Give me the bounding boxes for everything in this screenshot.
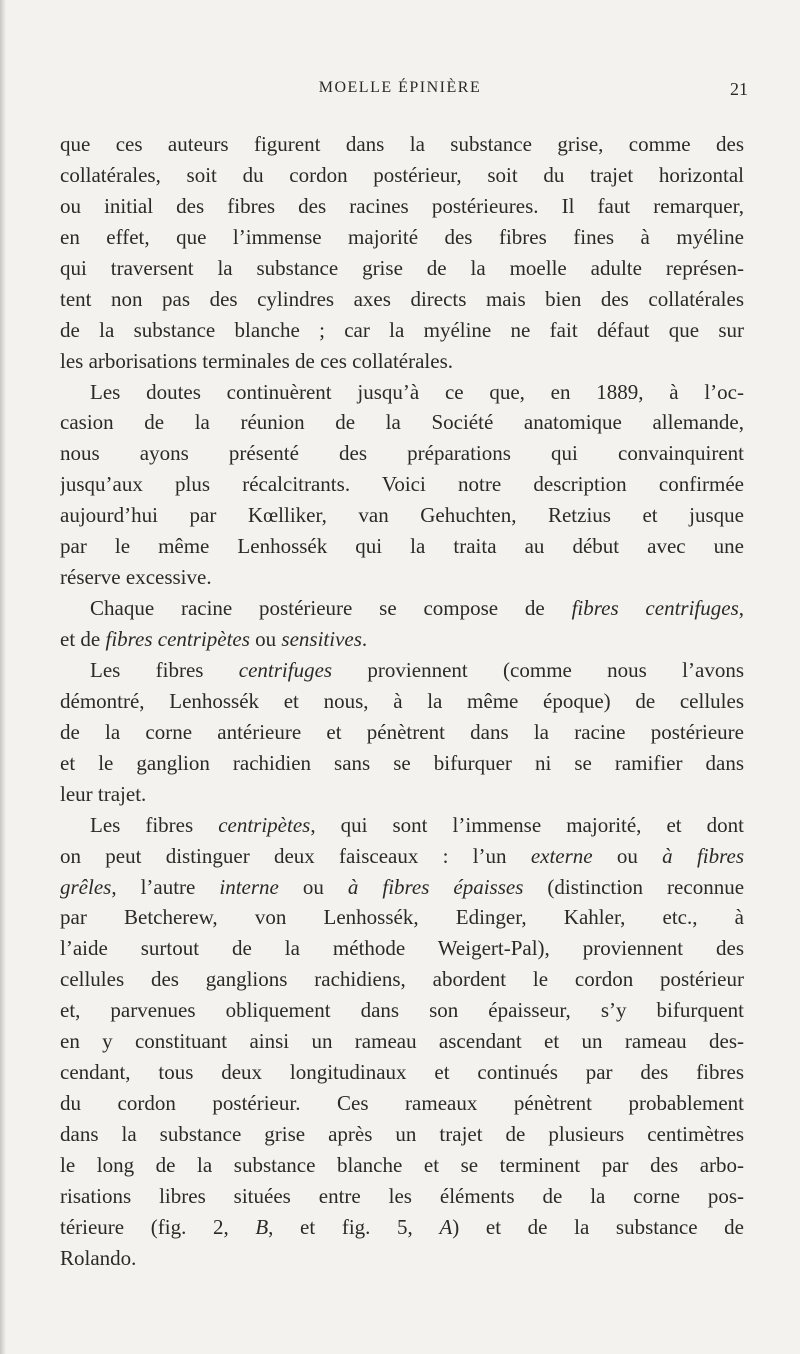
text-line (60, 160, 744, 191)
text-line (60, 655, 744, 686)
text-run: par le même Lenhossék qui la traita au début avec une (60, 534, 744, 559)
text-line (60, 469, 744, 500)
text-run: collatérales, soit du cordon postérieur, soit du trajet horizontal (60, 162, 744, 187)
text-run: Les fibres (90, 812, 219, 837)
text-run: que ces auteurs figurent dans la substance grise, comme des (60, 132, 744, 156)
text-line (60, 1119, 744, 1150)
page-number: 21 (730, 79, 748, 99)
body-text (60, 129, 744, 1274)
text-run: . (361, 627, 368, 651)
text-line (60, 1212, 744, 1243)
text-line (60, 1057, 744, 1088)
text-line (60, 1026, 744, 1057)
text-run: térieure (fig. 2, (60, 1214, 256, 1239)
text-line (60, 1150, 744, 1181)
text-run: ) et de la substance de (452, 1214, 744, 1239)
text-run: et, parvenues obliquement dans son épaisseur, s’y bifurquent (60, 998, 744, 1023)
text-run: l’aide surtout de la méthode Weigert-Pal), proviennent des (60, 936, 744, 961)
text-line (60, 1181, 744, 1212)
italic-run: grêles (60, 874, 112, 899)
text-line (60, 779, 744, 810)
text-run: dans la substance grise après un trajet de plusieurs centimètres (60, 1122, 744, 1146)
text-run: casion de la réunion de la Société anatomique allemande, (60, 410, 744, 435)
text-run: Les doutes continuèrent jusqu’à ce que, en 1889, à l’oc- (90, 379, 744, 404)
text-run: , (738, 596, 744, 621)
text-run: Rolando. (60, 1245, 137, 1270)
running-title: MOELLE ÉPINIÈRE (318, 79, 482, 96)
text-run: et de (60, 627, 106, 651)
text-line (60, 438, 744, 469)
italic-run: à fibres épaisses (347, 874, 524, 899)
text-line (60, 933, 744, 964)
text-run: cendant, tous deux longitudinaux et continués par des fibres (60, 1060, 744, 1085)
text-run: , qui sont l’immense majorité, et dont (310, 812, 744, 837)
text-line (60, 129, 744, 160)
text-line (60, 315, 744, 346)
text-run: leur trajet. (60, 781, 147, 806)
text-run: ou initial des fibres des racines postérieures. Il faut remarquer, (60, 193, 744, 218)
italic-run: A (439, 1214, 453, 1239)
page-gutter-shadow (0, 0, 6, 1354)
text-line (60, 995, 744, 1026)
text-run: Les fibres (90, 657, 239, 682)
text-line (60, 686, 744, 717)
text-line (60, 1088, 744, 1119)
text-line (60, 253, 744, 284)
text-line (60, 407, 744, 438)
text-line (60, 562, 744, 593)
text-run: nous ayons présenté des préparations qui convainquirent (60, 441, 744, 466)
running-head (0, 79, 800, 105)
italic-run: externe (530, 843, 593, 868)
text-run: tent non pas des cylindres axes directs mais bien des collatérales (60, 286, 744, 311)
text-run: aujourd’hui par Kœlliker, van Gehuchten, Retzius et jusque (60, 503, 744, 528)
text-line (60, 810, 744, 841)
text-run: de la corne antérieure et pénètrent dans la racine postérieure (60, 719, 744, 744)
text-run: en y constituant ainsi un rameau ascendant et un rameau des- (60, 1029, 744, 1054)
text-run: et le ganglion rachidien sans se bifurquer ni se ramifier dans (60, 750, 744, 775)
text-line (60, 748, 744, 779)
text-run: réserve excessive. (60, 565, 212, 590)
text-line (60, 191, 744, 222)
text-line (60, 902, 744, 933)
text-run: Chaque racine postérieure se compose de (90, 596, 572, 621)
text-line (60, 624, 744, 655)
text-line (60, 872, 744, 903)
text-run: de la substance blanche ; car la myéline ne fait défaut que sur (60, 317, 744, 342)
text-run: démontré, Lenhossék et nous, à la même époque) de cellules (60, 688, 744, 713)
text-run: , l’autre (111, 874, 220, 899)
text-line (60, 531, 744, 562)
text-run: ou (592, 843, 663, 868)
text-line (60, 964, 744, 995)
italic-run: fibres centripètes (105, 627, 250, 651)
italic-run: interne (219, 874, 279, 899)
text-run: proviennent (comme nous l’avons (332, 657, 744, 682)
text-run: en effet, que l’immense majorité des fibres fines à myéline (60, 224, 744, 249)
italic-run: sensitives (281, 627, 362, 651)
text-run: par Betcherew, von Lenhossék, Edinger, Kahler, etc., à (60, 905, 744, 930)
text-line (60, 222, 744, 253)
italic-run: fibres centrifuges (571, 596, 739, 621)
italic-run: centrifuges (238, 657, 333, 682)
text-run: du cordon postérieur. Ces rameaux pénètrent probablement (60, 1091, 744, 1116)
text-run: ou (278, 874, 348, 899)
text-run: ou (249, 627, 282, 651)
text-line (60, 717, 744, 748)
text-run: jusqu’aux plus récalcitrants. Voici notre description confirmée (60, 472, 744, 497)
text-run: les arborisations terminales de ces collatérales. (60, 348, 454, 373)
text-run: , et fig. 5, (268, 1214, 440, 1239)
italic-run: B (255, 1214, 269, 1239)
text-line (60, 593, 744, 624)
text-run: on peut distinguer deux faisceaux : l’un (60, 843, 531, 868)
text-run: (distinction reconnue (523, 874, 744, 899)
text-line (60, 346, 744, 377)
text-run: qui traversent la substance grise de la moelle adulte représen- (60, 255, 744, 280)
text-run: cellules des ganglions rachidiens, abordent le cordon postérieur (60, 967, 744, 992)
text-line (60, 1243, 744, 1274)
italic-run: à fibres (662, 843, 744, 868)
text-line (60, 500, 744, 531)
text-run: risations libres situées entre les éléments de la corne pos- (60, 1183, 744, 1208)
text-run: le long de la substance blanche et se terminent par des arbo- (60, 1152, 744, 1177)
text-line (60, 377, 744, 408)
text-line (60, 284, 744, 315)
italic-run: centripètes (218, 812, 311, 837)
text-line (60, 841, 744, 872)
